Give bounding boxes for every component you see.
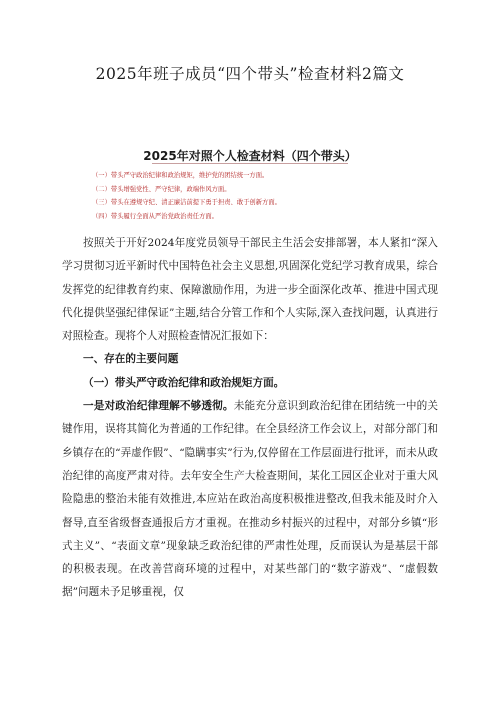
section-title: 2025年对照个人检查材料（四个带头） (143, 149, 357, 163)
table-of-contents (92, 169, 281, 223)
title-underline (152, 163, 348, 164)
subsection-heading: （一）带头严守政治纪律和政治规矩方面。 (83, 376, 285, 389)
point-lead: 一是对政治纪律理解不够透彻。 (83, 400, 234, 413)
document-body (62, 232, 438, 605)
intro-paragraph: 按照关于开好2024年度党员领导干部民主生活会安排部署，本人紧扣“深入学习贯彻习近平新时代中国特色社会主义思想,巩固深化党纪学习教育成果，综合发挥党的纪律教育约束、保障激励作用，为进一步全面深化改革、推进中国式现代化提供坚强纪律保证”主题,结合分管工作和个人实际,深入查找问题，认真进行对照检查。现将个人对照检查情况汇报如下： (62, 237, 438, 343)
toc-item[interactable]: （四）带头履行全面从严治党政治责任方面。 (92, 212, 218, 220)
point-body: 未能充分意识到政治纪律在团结统一中的关键作用，误将其简化为普通的工作纪律。在全县经济工作会议上，对部分部门和乡镇存在的“弄虚作假”、“隐瞒事实”行为,仅停留在工作层面进行批评，而未从政治纪律的高度严肃对待。去年安全生产大检查期间，某化工园区企业对于重大风险隐患的整治未能有效推进,本应站在政治高度积极推进整改,但我未能及时介入督导,直至省级督查通报后方才重视。在推动乡村振兴的过程中，对部分乡镇“形式主义”、“表面文章”现象缺乏政治纪律的严肃性处理，反而误认为是基层干部的积极表现。在改善营商环境的过程中，对某些部门的“数字游戏”、“虚假数据”问题未予足够重视，仅 (62, 400, 439, 599)
toc-item[interactable]: （一）带头严守政治纪律和政治规矩，维护党的团结统一方面。 (92, 172, 269, 179)
document-title: 2025年班子成员“四个带头”检查材料2篇文 (95, 65, 405, 83)
toc-item[interactable]: （三）带头在遵规守纪、清正廉洁前提下勇于担责、敢于创新方面。 (92, 199, 281, 206)
section-heading: 一、存在的主要问题 (83, 353, 179, 366)
point-paragraph (62, 395, 438, 605)
toc-item[interactable]: （二）带头增强党性、严守纪律，政端作风方面。 (92, 185, 231, 193)
